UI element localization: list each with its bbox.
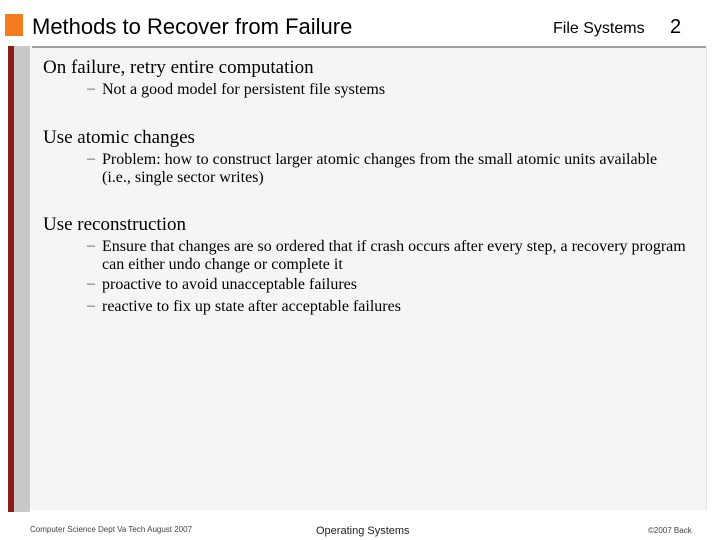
bullet-reconstruction: Use reconstruction	[43, 214, 186, 235]
slide-title: Methods to Recover from Failure	[32, 14, 353, 39]
page-number: 2	[670, 16, 682, 38]
dash-marker: –	[87, 150, 95, 167]
orange-accent-square	[5, 14, 23, 36]
left-gray-bar	[14, 46, 30, 512]
dash-marker: –	[87, 80, 95, 97]
dash-marker: –	[87, 297, 95, 314]
footer-copyright: ©2007 Back	[648, 526, 692, 535]
sub-bullet: Ensure that changes are so ordered that if crash occurs after every step, a recovery program can either undo change or complete it	[102, 238, 686, 273]
footer-course: Operating Systems	[316, 525, 410, 537]
bullet-atomic: Use atomic changes	[43, 127, 195, 148]
footer-department: Computer Science Dept Va Tech August 2007	[30, 525, 193, 534]
sub-bullet: Not a good model for persistent file systems	[102, 81, 386, 98]
course-label: File Systems	[553, 20, 645, 37]
bullet-retry: On failure, retry entire computation	[43, 57, 314, 78]
sub-bullet: reactive to fix up state after acceptable failures	[102, 298, 401, 315]
sub-bullet: proactive to avoid unacceptable failures	[102, 276, 357, 293]
sub-bullet: Problem: how to construct larger atomic changes from the small atomic units available (i.e., single sector writes)	[102, 151, 658, 186]
dash-marker: –	[87, 237, 95, 254]
dash-marker: –	[87, 275, 95, 292]
